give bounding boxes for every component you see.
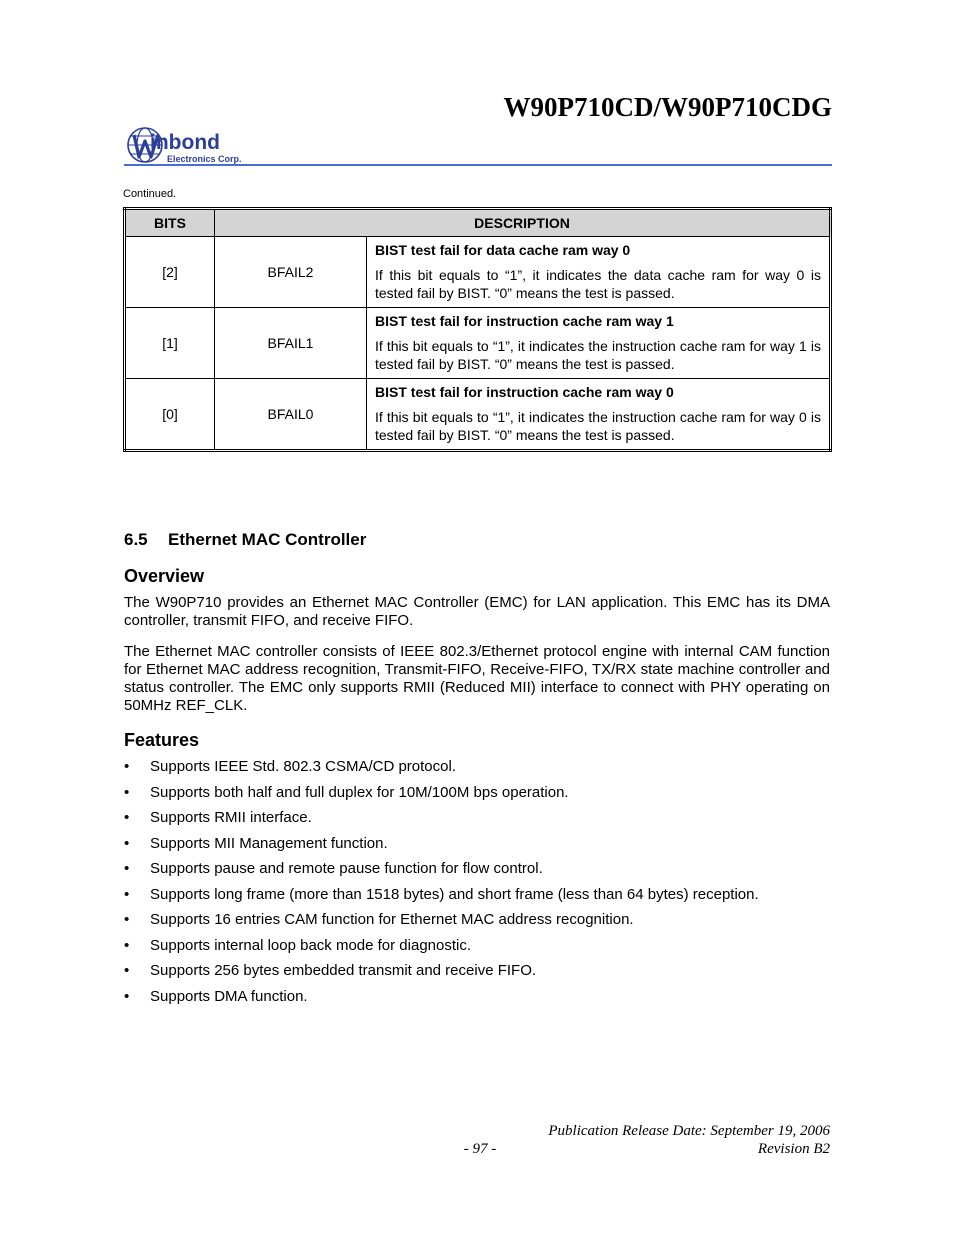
document-title: W90P710CD/W90P710CDG	[503, 92, 832, 122]
table-header-row	[125, 209, 831, 237]
description-cell	[367, 379, 831, 451]
description-body: If this bit equals to “1”, it indicates the instruction cache ram for way 1 is tested fail by BIST. “0” means the test is passed.	[375, 338, 821, 372]
list-item	[124, 935, 830, 961]
bits-cell: [1]	[125, 308, 215, 379]
bullet: •	[124, 962, 130, 979]
feature-text: Supports RMII interface.	[150, 809, 312, 826]
bullet: •	[124, 860, 130, 877]
bullet: •	[124, 809, 130, 826]
feature-text: Supports both half and full duplex for 10M/100M bps operation.	[150, 783, 569, 801]
description-title: BIST test fail for instruction cache ram way 1	[375, 313, 674, 329]
field-name-cell: BFAIL2	[215, 237, 367, 308]
description-title: BIST test fail for data cache ram way 0	[375, 242, 631, 258]
bullet: •	[124, 834, 130, 852]
description-cell	[367, 308, 831, 379]
section-title: Ethernet MAC Controller	[168, 530, 367, 549]
list-item	[124, 986, 830, 1012]
feature-text: Supports internal loop back mode for diagnostic.	[150, 936, 472, 954]
feature-text: Supports pause and remote pause function for flow control.	[150, 860, 543, 877]
section-heading	[124, 530, 366, 550]
bullet: •	[124, 783, 130, 801]
continued-note: Continued.	[123, 188, 177, 200]
field-name-cell: BFAIL0	[215, 379, 367, 451]
description-body: If this bit equals to “1”, it indicates the data cache ram for way 0 is tested fail by BIST. “0” means the test is passed.	[375, 267, 821, 301]
features-heading: Features	[124, 730, 200, 750]
header-divider	[124, 164, 832, 166]
feature-text: Supports IEEE Std. 802.3 CSMA/CD protocol.	[150, 758, 456, 775]
header-bits: BITS	[125, 209, 215, 237]
list-item	[124, 756, 830, 782]
register-bits-table	[123, 207, 832, 452]
winbond-logo	[126, 126, 256, 166]
description-title: BIST test fail for instruction cache ram way 0	[375, 384, 674, 400]
feature-text: Supports 256 bytes embedded transmit and receive FIFO.	[150, 962, 537, 979]
bullet: •	[124, 758, 130, 775]
list-item	[124, 858, 830, 884]
features-list	[124, 756, 830, 1011]
overview-paragraph-2: The Ethernet MAC controller consists of IEEE 802.3/Ethernet protocol engine with internal CAM function for Ethernet MAC address recognition, Transmit-FIFO, Receive-FIFO, TX/RX state machine controller and status controller. The EMC only supports RMII (Reduced MII) interface to connect with PHY operating on 50MHz REF_CLK.	[124, 643, 830, 714]
field-name-cell: BFAIL1	[215, 308, 367, 379]
feature-text: Supports DMA function.	[150, 987, 308, 1005]
list-item	[124, 960, 830, 986]
table-row	[125, 237, 831, 308]
bits-cell: [0]	[125, 379, 215, 451]
description-body: If this bit equals to “1”, it indicates the instruction cache ram for way 0 is tested fail by BIST. “0” means the test is passed.	[375, 409, 821, 443]
list-item	[124, 807, 830, 833]
logo-subtitle: Electronics Corp.	[167, 154, 242, 164]
overview-paragraph-1: The W90P710 provides an Ethernet MAC Controller (EMC) for LAN application. This EMC has its DMA controller, transmit FIFO, and receive FIFO.	[124, 594, 830, 629]
feature-text: Supports long frame (more than 1518 bytes) and short frame (less than 64 bytes) reception.	[150, 885, 759, 903]
feature-text: Supports MII Management function.	[150, 834, 388, 852]
revision-label: Revision B2	[757, 1141, 830, 1157]
page-number: - 97 -	[463, 1141, 497, 1157]
list-item	[124, 909, 830, 935]
bullet: •	[124, 936, 130, 954]
table-row	[125, 379, 831, 451]
bullet: •	[124, 987, 130, 1005]
header-description: DESCRIPTION	[215, 209, 831, 237]
feature-text: Supports 16 entries CAM function for Ethernet MAC address recognition.	[150, 911, 634, 928]
overview-heading: Overview	[124, 566, 205, 586]
list-item	[124, 833, 830, 859]
list-item	[124, 782, 830, 808]
bullet: •	[124, 885, 130, 903]
publication-date: Publication Release Date: September 19, 2006	[548, 1123, 830, 1139]
table-row	[125, 308, 831, 379]
list-item	[124, 884, 830, 910]
bullet: •	[124, 911, 130, 928]
description-cell	[367, 237, 831, 308]
section-number: 6.5	[124, 530, 148, 549]
bits-cell: [2]	[125, 237, 215, 308]
logo-wordmark: inbond	[150, 131, 220, 154]
